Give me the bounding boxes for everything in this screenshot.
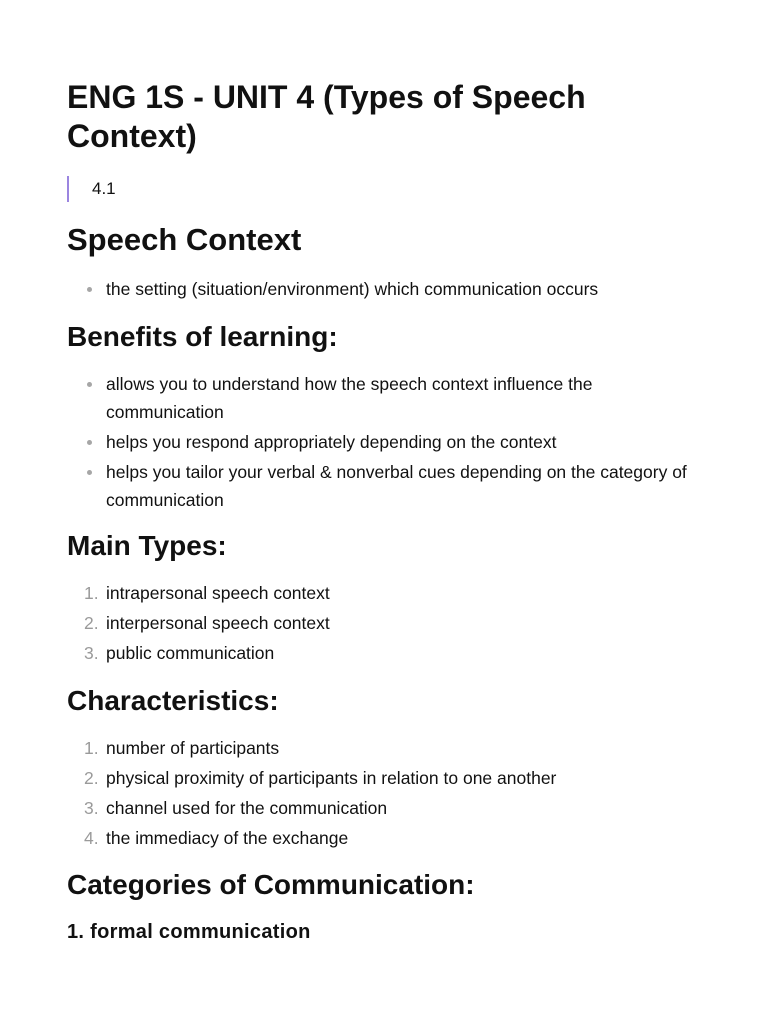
benefits-list <box>67 370 687 516</box>
main-types-list <box>67 579 687 669</box>
speech-context-list <box>67 275 687 305</box>
heading-main-types: Main Types: <box>67 530 227 561</box>
heading-speech-context: Speech Context <box>67 222 302 257</box>
list-item <box>67 275 687 303</box>
list-number: 2. <box>84 768 99 788</box>
list-number: 3. <box>84 643 99 663</box>
list-item-text: physical proximity of participants in relation to one another <box>106 768 557 788</box>
list-item <box>67 824 687 852</box>
list-item-text: public communication <box>106 643 275 663</box>
list-item <box>67 579 687 607</box>
heading-characteristics: Characteristics: <box>67 685 279 716</box>
heading-categories: Categories of Communication: <box>67 869 475 900</box>
list-item-text: channel used for the communication <box>106 798 388 818</box>
heading-benefits: Benefits of learning: <box>67 321 338 352</box>
characteristics-list <box>67 734 687 854</box>
list-item-text: the setting (situation/environment) which communication occurs <box>106 279 599 299</box>
list-item-text: number of participants <box>106 738 280 758</box>
list-number: 3. <box>84 798 99 818</box>
list-number: 1. <box>84 583 99 603</box>
list-number: 2. <box>84 613 99 633</box>
list-item-text: the immediacy of the exchange <box>106 828 349 848</box>
list-item-text: intrapersonal speech context <box>106 583 330 603</box>
list-item <box>67 794 687 822</box>
bullet-icon <box>87 470 92 475</box>
list-item <box>67 609 687 637</box>
list-item <box>67 428 687 456</box>
list-number: 1. <box>84 738 99 758</box>
list-item <box>67 764 687 792</box>
list-item-text: helps you respond appropriately depending on the context <box>106 432 557 452</box>
bullet-icon <box>87 440 92 445</box>
list-item <box>67 734 687 762</box>
bullet-icon <box>87 382 92 387</box>
list-item-text: helps you tailor your verbal & nonverbal cues depending on the category of communication <box>106 462 687 510</box>
bullet-icon <box>87 287 92 292</box>
list-item <box>67 370 687 426</box>
subheading-formal-communication: 1. formal communication <box>67 921 311 943</box>
list-item-text: allows you to understand how the speech context influence the communication <box>106 374 593 422</box>
list-item <box>67 639 687 667</box>
list-item-text: interpersonal speech context <box>106 613 330 633</box>
list-item <box>67 458 687 514</box>
section-number-callout: 4.1 <box>67 176 116 202</box>
list-number: 4. <box>84 828 99 848</box>
page-title: ENG 1S - UNIT 4 (Types of Speech Context) <box>67 79 586 154</box>
